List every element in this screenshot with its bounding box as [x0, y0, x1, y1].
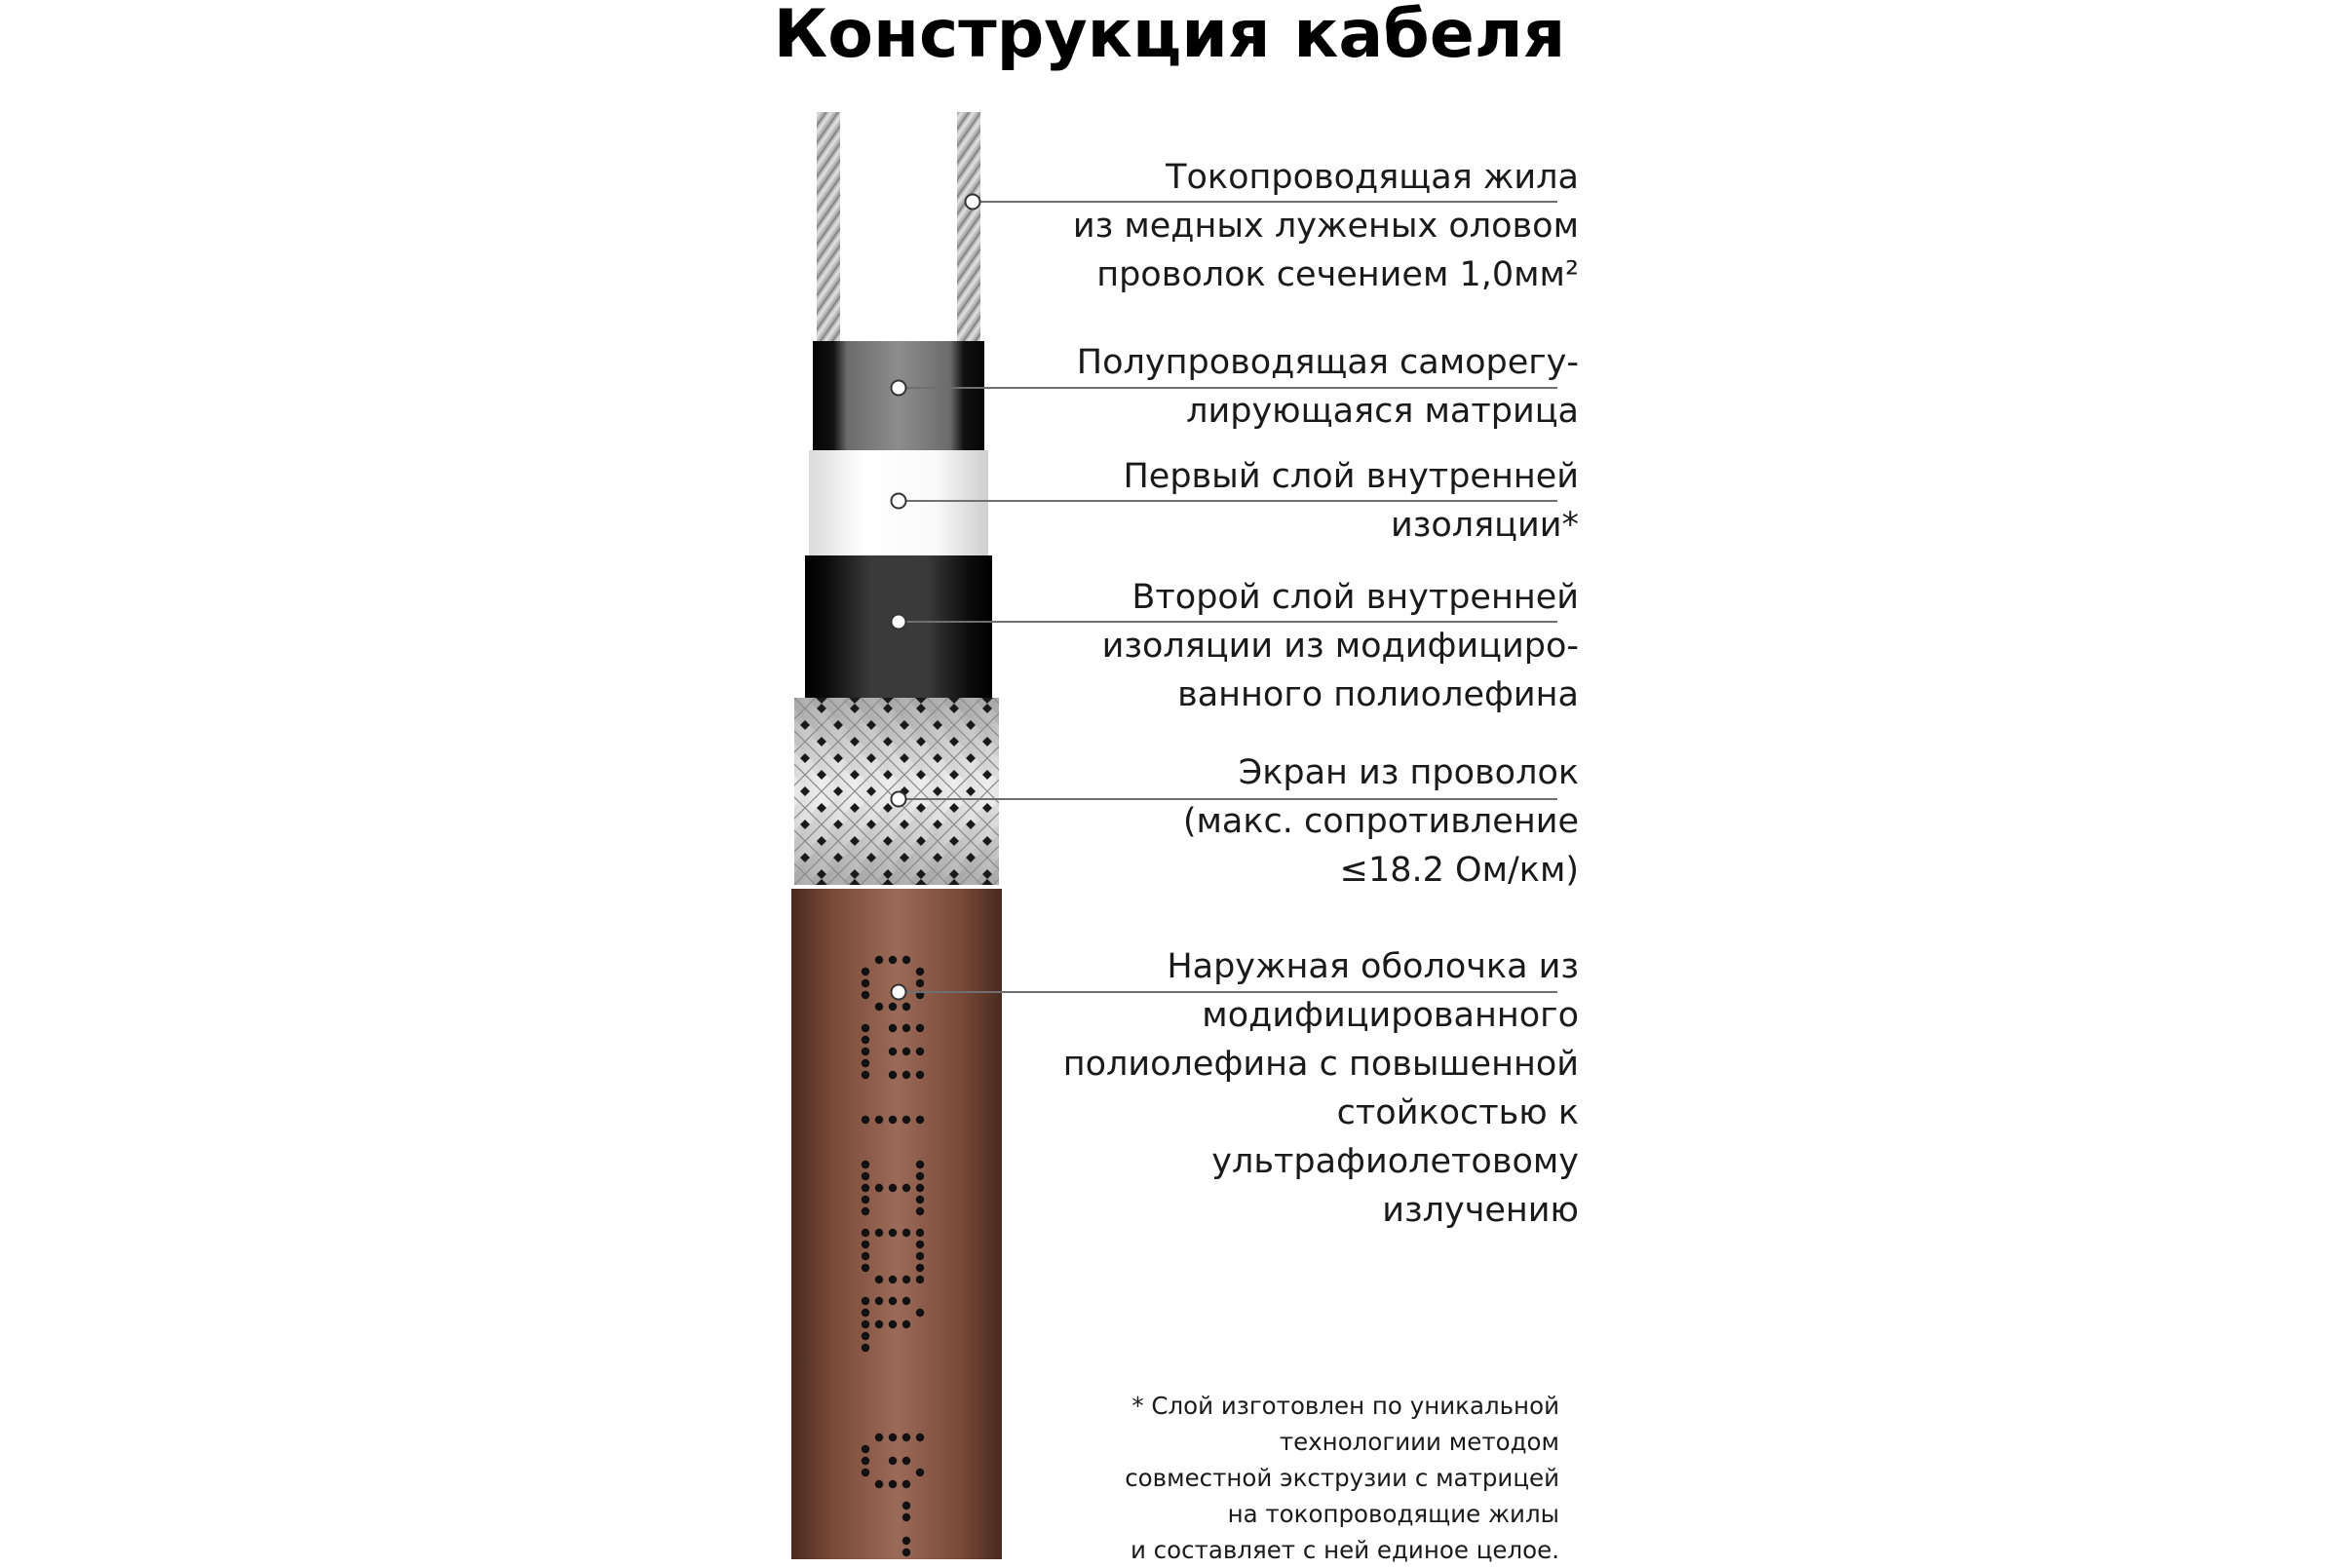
footnote-line: * Слой изготовлен по уникальной — [1131, 1392, 1559, 1420]
print-dot — [916, 1264, 924, 1272]
braid-strand-edge — [629, 698, 816, 885]
print-dot — [862, 1320, 869, 1328]
callout-line: излучению — [1382, 1191, 1579, 1230]
footnote — [877, 1388, 1559, 1568]
braid-strand-edge — [430, 698, 617, 885]
print-dot — [862, 1264, 869, 1272]
braid-strand — [595, 698, 783, 885]
braid-strand — [430, 698, 617, 885]
print-dot — [889, 1320, 897, 1328]
print-dot — [862, 1445, 869, 1453]
callout-line: Второй слой внутренней — [1131, 578, 1579, 617]
callout-line: (макс. сопротивление — [1182, 802, 1579, 841]
braid-strand — [529, 698, 716, 885]
braid-strand-edge — [595, 698, 783, 885]
braid-strand-edge — [430, 698, 617, 885]
braid-strand — [629, 698, 816, 885]
print-dot — [862, 1297, 869, 1305]
callout-line: изоляции из модифициро- — [1101, 627, 1579, 666]
braid-strand-edge — [529, 698, 716, 885]
callout-line: модифицированного — [1202, 996, 1579, 1035]
braid-strand — [463, 698, 650, 885]
print-dot — [902, 1320, 910, 1328]
callout-jacket — [799, 942, 1579, 1235]
print-dot — [862, 1332, 869, 1340]
callout-line: ультрафиолетовому — [1211, 1142, 1579, 1181]
braid-strand — [496, 698, 683, 885]
print-dot — [862, 1457, 869, 1465]
callout-line: Первый слой внутренней — [1123, 457, 1579, 496]
print-dot — [916, 1276, 924, 1283]
braid-strand — [595, 698, 783, 885]
print-dot — [916, 1241, 924, 1248]
callout-line: лирующаяся матрица — [1186, 392, 1579, 431]
callout-conductor — [799, 153, 1579, 299]
braid-strand-edge — [496, 698, 683, 885]
print-dot — [875, 1276, 883, 1283]
callout-line: изоляции* — [1390, 506, 1579, 545]
callout-line: Токопроводящая жила — [1166, 158, 1579, 197]
braid-strand — [430, 698, 617, 885]
braid-strand — [496, 698, 683, 885]
callout-insulation1 — [799, 452, 1579, 550]
braid-strand-edge — [463, 698, 650, 885]
braid-strand — [529, 698, 716, 885]
braid-strand-edge — [629, 698, 816, 885]
callout-line: Наружная оболочка из — [1167, 947, 1579, 986]
braid-strand-edge — [562, 698, 749, 885]
callout-insulation2 — [799, 573, 1579, 719]
callout-line: ≤18.2 Ом/км) — [1339, 851, 1579, 890]
braid-strand — [562, 698, 749, 885]
braid-strand-edge — [463, 698, 650, 885]
callout-line: Полупроводящая саморегу- — [1076, 343, 1579, 382]
page-title: Конструкция кабеля — [773, 0, 1566, 73]
print-dot — [889, 1276, 897, 1283]
braid-strand — [562, 698, 749, 885]
callout-line: проволок сечением 1,0мм² — [1096, 255, 1579, 294]
print-dot — [862, 1344, 869, 1352]
braid-strand-edge — [397, 698, 584, 885]
braid-strand-edge — [397, 698, 584, 885]
callout-line: Экран из проволок — [1238, 753, 1579, 792]
print-dot — [862, 1309, 869, 1317]
print-dot — [862, 1241, 869, 1248]
callout-line: из медных луженых оловом — [1072, 207, 1579, 246]
braid-strand — [463, 698, 650, 885]
callout-screen — [799, 748, 1579, 895]
footnote-line: совместной экструзии с матрицей — [1125, 1464, 1559, 1492]
print-dot — [902, 1297, 910, 1305]
print-dot — [875, 1320, 883, 1328]
callout-line: стойкостью к — [1336, 1093, 1579, 1132]
braid-strand-edge — [595, 698, 783, 885]
print-dot — [862, 1252, 869, 1260]
print-dot — [902, 1276, 910, 1283]
callout-matrix — [799, 338, 1579, 436]
braid-strand-edge — [496, 698, 683, 885]
braid-strand-edge — [562, 698, 749, 885]
print-dot — [875, 1297, 883, 1305]
footnote-line: технологиии методом — [1279, 1428, 1559, 1456]
print-dot — [916, 1252, 924, 1260]
print-dot — [916, 1309, 924, 1317]
callout-line: полиолефина с повышенной — [1062, 1045, 1579, 1084]
braid-strand — [397, 698, 584, 885]
print-dot — [889, 1297, 897, 1305]
footnote-line: на токопроводящие жилы — [1227, 1500, 1559, 1528]
footnote-line: и составляет с ней единое целое. — [1130, 1536, 1559, 1564]
print-dot — [862, 1469, 869, 1476]
braid-strand — [397, 698, 584, 885]
callout-line: ванного полиолефина — [1177, 675, 1579, 714]
braid-strand — [629, 698, 816, 885]
braid-strand-edge — [529, 698, 716, 885]
